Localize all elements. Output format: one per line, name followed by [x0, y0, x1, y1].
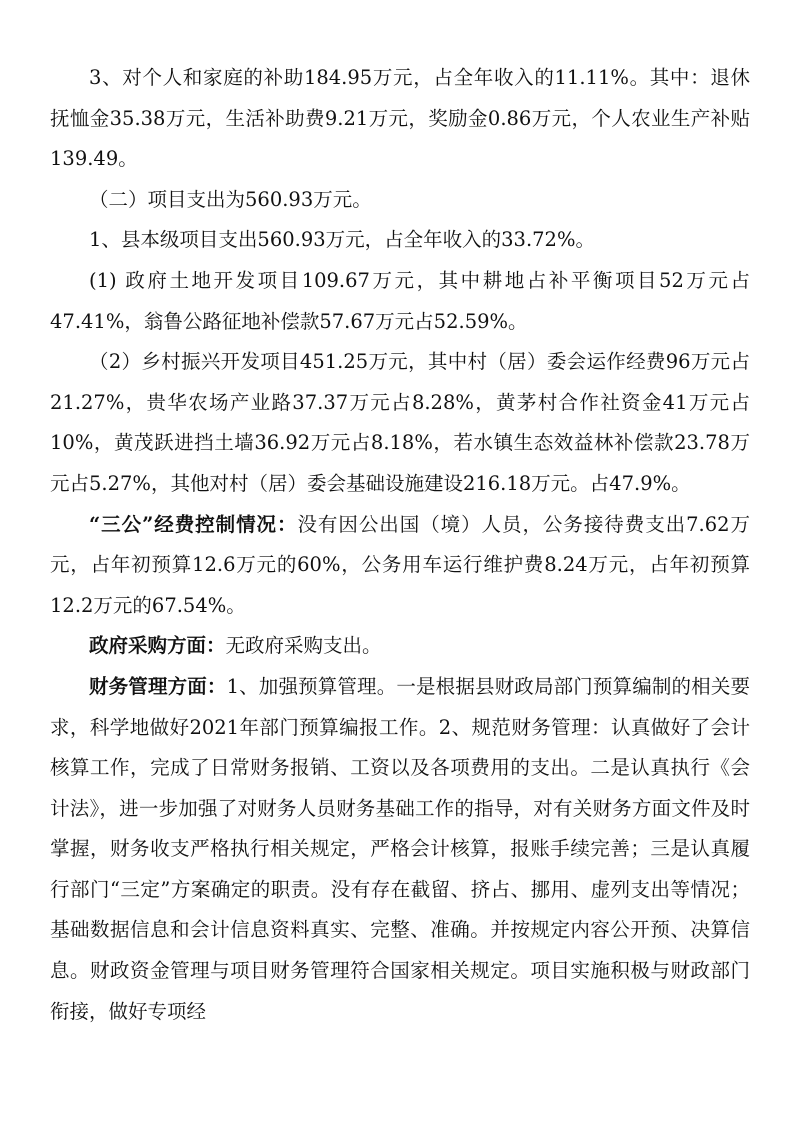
- paragraph-text: （2）乡村振兴开发项目451.25万元，其中村（居）委会运作经费96万元占21.27%，贵华农场产业路37.37万元占8.28%，黄茅村合作社资金41万元占10%，黄茂跃进挡土墙36.92万元占8.18%，若水镇生态效益林补偿款23.78万元占5.27%，其他对村（居）委会基础设施建设216.18万元。占47.9%。: [50, 350, 750, 495]
- paragraph-lead: 财务管理方面：: [89, 674, 227, 698]
- paragraph-procurement: [50, 626, 750, 667]
- paragraph-land-development: [50, 261, 750, 342]
- paragraph-text: (1) 政府土地开发项目109.67万元，其中耕地占补平衡项目52万元占47.41%，翁鲁公路征地补偿款57.67万元占52.59%。: [50, 268, 750, 333]
- paragraph-lead: 政府采购方面：: [89, 634, 226, 658]
- paragraph-subsidy: [50, 58, 750, 180]
- paragraph-project-heading: [50, 180, 750, 221]
- paragraph-text: 1、加强预算管理。一是根据县财政局部门预算编制的相关要求，科学地做好2021年部门预算编报工作。2、规范财务管理：认真做好了会计核算工作，完成了日常财务报销、工资以及各项费用的支出。二是认真执行《会计法》，进一步加强了对财务人员财务基础工作的指导，对有关财务方面文件及时掌握，财务收支严格执行相关规定，严格会计核算，报账手续完善；三是认真履行部门“三定”方案确定的职责。没有存在截留、挤占、挪用、虚列支出等情况；基础数据信息和会计信息资料真实、完整、准确。并按规定内容公开预、决算信息。财政资金管理与项目财务管理符合国家相关规定。项目实施积极与财政部门衔接，做好专项经: [50, 674, 750, 1023]
- paragraph-text: 没有因公出国（境）人员，公务接待费支出7.62万元，占年初预算12.6万元的60%，公务用车运行维护费8.24万元，占年初预算12.2万元的67.54%。: [50, 512, 750, 617]
- paragraph-financial-management: [50, 667, 750, 1032]
- paragraph-text: 1、县本级项目支出560.93万元，占全年收入的33.72%。: [89, 228, 595, 252]
- paragraph-rural-revitalization: [50, 342, 750, 504]
- paragraph-county-project: [50, 220, 750, 261]
- document-body: [50, 58, 750, 1032]
- paragraph-text: 无政府采购支出。: [225, 634, 382, 658]
- paragraph-three-public-expenses: [50, 505, 750, 627]
- paragraph-text: （二）项目支出为560.93万元。: [89, 187, 372, 211]
- paragraph-text: 3、对个人和家庭的补助184.95万元，占全年收入的11.11%。其中：退休抚恤金35.38万元，生活补助费9.21万元，奖励金0.86万元，个人农业生产补贴139.49。: [50, 66, 750, 171]
- paragraph-lead: “三公”经费控制情况：: [89, 512, 298, 536]
